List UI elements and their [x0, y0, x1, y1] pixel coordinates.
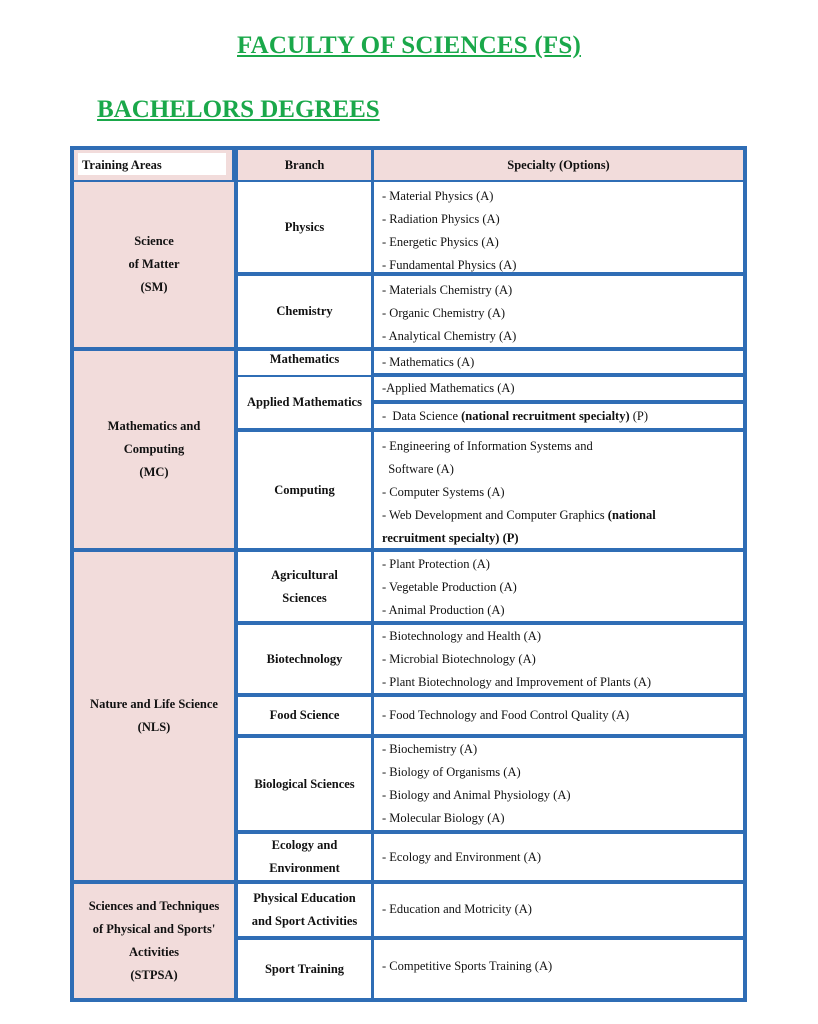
- header-training-areas-label: Training Areas: [78, 153, 226, 175]
- specialty-item: - Energetic Physics (A): [382, 235, 499, 249]
- branch-computing: [238, 432, 371, 548]
- branch-food-science: [238, 697, 371, 734]
- specialty-bold-text: (national recruitment specialty): [461, 409, 630, 423]
- specialty-item: Software (A): [382, 462, 454, 476]
- area-stpsa: [74, 884, 234, 998]
- area-sm-line: of Matter: [128, 257, 180, 271]
- area-sm: [74, 182, 234, 347]
- specialty-text: - Data Science: [382, 409, 462, 423]
- specialty-item: - Vegetable Production (A): [382, 580, 517, 594]
- area-nls-line: (NLS): [137, 720, 171, 734]
- specialty-text: - Web Development and Computer Graphics: [382, 508, 608, 522]
- area-sm-line: Science: [134, 234, 174, 248]
- specialty-item: - Material Physics (A): [382, 189, 494, 203]
- specialty-item: - Engineering of Information Systems and: [382, 439, 593, 453]
- area-nls-line: Nature and Life Science: [90, 697, 218, 711]
- specialty-item: - Computer Systems (A): [382, 485, 505, 499]
- specialty-item: - Biotechnology and Health (A): [382, 629, 541, 643]
- area-nls: [74, 552, 234, 880]
- specialty-applied-math-1: [374, 377, 743, 400]
- specialty-ecology: [374, 834, 743, 880]
- specialty-item: - Molecular Biology (A): [382, 811, 505, 825]
- specialty-physics: [374, 182, 743, 272]
- branch-label: Agricultural: [271, 567, 338, 582]
- area-mc: [74, 351, 234, 548]
- area-sm-line: (SM): [140, 280, 168, 294]
- specialty-item: - Organic Chemistry (A): [382, 306, 506, 320]
- specialty-item: - Microbial Biotechnology (A): [382, 652, 536, 666]
- branch-label: Mathematics: [269, 352, 340, 366]
- branch-label: Sport Training: [264, 961, 345, 976]
- branch-label: Chemistry: [276, 304, 333, 318]
- branch-mathematics: [238, 351, 371, 375]
- specialty-item: - Mathematics (A): [382, 355, 475, 369]
- degrees-table: [70, 146, 747, 1002]
- area-stpsa-line: (STPSA): [130, 968, 178, 982]
- specialty-biotechnology: [374, 625, 743, 693]
- specialty-item: - Radiation Physics (A): [382, 212, 500, 226]
- branch-label: Food Science: [269, 708, 340, 722]
- specialty-item: [382, 504, 743, 527]
- specialty-agricultural: [374, 552, 743, 621]
- branch-label: Biotechnology: [266, 651, 343, 666]
- branch-physics: [238, 182, 371, 272]
- header-branch-label: Branch: [284, 157, 325, 172]
- specialty-item: [382, 405, 743, 428]
- specialty-item: - Food Technology and Food Control Quality (A): [382, 708, 630, 722]
- specialty-item: - Plant Protection (A): [382, 557, 490, 571]
- branch-label: Biological Sciences: [254, 776, 355, 791]
- branch-sport-training: [238, 940, 371, 998]
- branch-label: Applied Mathematics: [247, 395, 362, 409]
- specialty-food-science: [374, 697, 743, 734]
- specialty-item: [382, 527, 743, 548]
- specialty-item: - Competitive Sports Training (A): [382, 959, 553, 973]
- branch-label: Physics: [284, 219, 325, 234]
- specialty-chemistry: [374, 276, 743, 347]
- specialty-bold-text: (national: [607, 508, 656, 522]
- specialty-bold-text: recruitment specialty) (P): [382, 531, 519, 545]
- area-stpsa-line: Sciences and Techniques: [88, 899, 220, 913]
- specialty-item: - Analytical Chemistry (A): [382, 329, 517, 343]
- specialty-computing: [374, 432, 743, 548]
- branch-label: Environment: [269, 861, 340, 875]
- specialty-item: - Materials Chemistry (A): [382, 283, 513, 297]
- specialty-biological: [374, 738, 743, 830]
- specialty-item: - Biology and Animal Physiology (A): [382, 788, 571, 802]
- page-title: FACULTY OF SCIENCES (FS): [237, 32, 581, 59]
- header-training-areas: [74, 150, 232, 180]
- header-branch: [238, 150, 371, 180]
- area-stpsa-line: of Physical and Sports': [92, 922, 216, 936]
- specialty-item: -Applied Mathematics (A): [382, 381, 515, 395]
- branch-biological-sciences: [238, 738, 371, 830]
- specialty-item: - Fundamental Physics (A): [382, 258, 517, 272]
- specialty-item: - Ecology and Environment (A): [382, 850, 541, 864]
- branch-label: and Sport Activities: [251, 914, 358, 928]
- branch-label: Sciences: [282, 590, 327, 605]
- specialty-physical-education: [374, 884, 743, 936]
- header-specialty: [374, 150, 743, 180]
- branch-biotechnology: [238, 625, 371, 693]
- branch-label: Physical Education: [253, 891, 356, 905]
- specialty-sport-training: [374, 940, 743, 998]
- area-mc-line: Mathematics and: [107, 419, 201, 433]
- section-title: BACHELORS DEGREES: [97, 96, 380, 123]
- specialty-text: (P): [629, 409, 649, 423]
- header-specialty-label: Specialty (Options): [507, 157, 610, 172]
- branch-physical-education: [238, 884, 371, 936]
- branch-label: Ecology and: [271, 838, 338, 852]
- specialty-applied-math-2: [374, 404, 743, 428]
- branch-agricultural-sciences: [238, 552, 371, 621]
- branch-ecology: [238, 834, 371, 880]
- specialty-item: - Education and Motricity (A): [382, 902, 532, 916]
- branch-label: Computing: [274, 482, 335, 497]
- specialty-item: - Biochemistry (A): [382, 742, 478, 756]
- specialty-item: - Plant Biotechnology and Improvement of Plants (A): [382, 675, 652, 689]
- area-mc-line: Computing: [123, 442, 185, 456]
- area-stpsa-line: Activities: [129, 945, 179, 959]
- branch-chemistry: [238, 276, 371, 347]
- specialty-item: - Animal Production (A): [382, 603, 505, 617]
- area-mc-line: (MC): [139, 465, 169, 479]
- branch-applied-mathematics: [238, 377, 371, 428]
- specialty-item: - Biology of Organisms (A): [382, 765, 521, 779]
- specialty-mathematics: [374, 351, 743, 373]
